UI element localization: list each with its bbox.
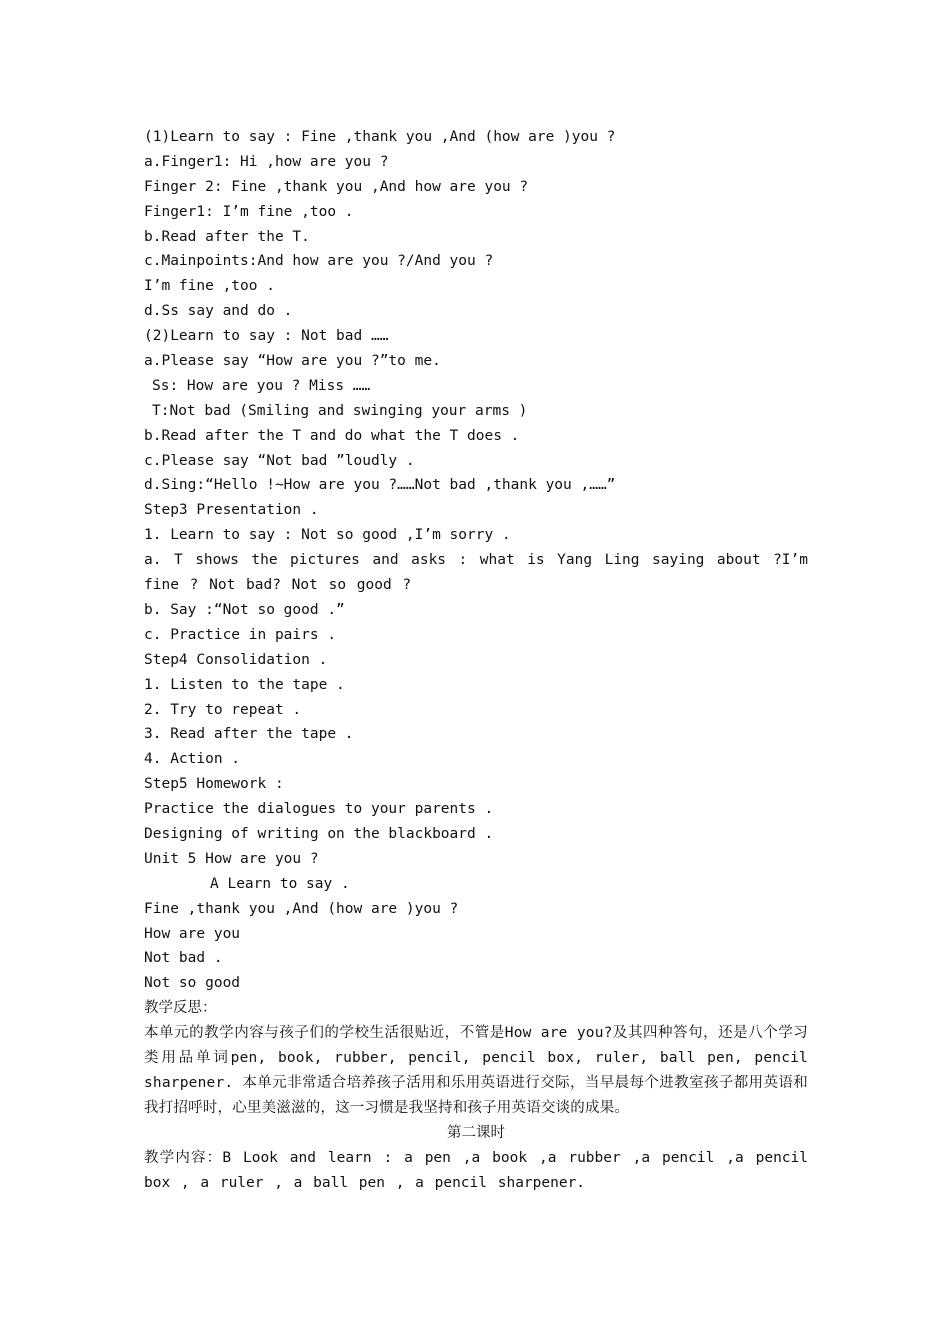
- text-line: a.Please say “How are you ?”to me.: [144, 353, 441, 370]
- section-title: 第二课时: [447, 1124, 505, 1141]
- text-line: Practice the dialogues to your parents .: [144, 801, 494, 818]
- text-line: Finger1: I’m fine ,too .: [144, 203, 354, 220]
- text-line: 4. Action .: [144, 751, 241, 768]
- text-line: 1. Listen to the tape .: [144, 676, 345, 693]
- board-title: Unit 5 How are you ?: [144, 850, 319, 867]
- text-line: Not bad .: [144, 950, 223, 967]
- text-line: I’m fine ,too .: [144, 278, 275, 295]
- step-heading: Step3 Presentation .: [144, 502, 319, 519]
- text-line: a.Finger1: Hi ,how are you ?: [144, 153, 389, 170]
- reflection-heading: 教学反思：: [144, 1000, 217, 1017]
- text-line: b. Say :“Not so good .”: [144, 601, 345, 618]
- step-heading: Step5 Homework :: [144, 776, 284, 793]
- text-line: d.Ss say and do .: [144, 303, 293, 320]
- text-line: c.Mainpoints:And how are you ?/And you ?: [144, 253, 494, 270]
- text-line: How are you: [144, 925, 241, 942]
- text-line: Ss: How are you ? Miss ……: [152, 377, 371, 394]
- teaching-content-paragraph: 教学内容：B Look and learn : a pen ,a book ,a rubber ,a pencil ,a pencil box , a ruler , a ball pen , a pencil sharpener.: [144, 1149, 808, 1191]
- text-line: T:Not bad (Smiling and swinging your arms ): [152, 402, 528, 419]
- text-paragraph: a. T shows the pictures and asks : what is Yang Ling saying about ?I’m fine ? Not bad? Not so good ?: [144, 552, 808, 594]
- text-line: (1)Learn to say : Fine ,thank you ,And (how are )you ?: [144, 129, 616, 145]
- text-line: c.Please say “Not bad ”loudly .: [144, 452, 415, 469]
- reflection-paragraph: 本单元的教学内容与孩子们的学校生活很贴近，不管是How are you?及其四种答句，还是八个学习类用品单词pen, book, rubber, pencil, pencil box, ruler, ball pen, pencil sharpener. 本单元非常适合培养孩子活用和乐用英语进行交际，当早晨每个进教室孩子都用英语和我打招呼时，心里美滋滋的，这一习惯是我坚持和孩子用英语交谈的成果。: [144, 1025, 808, 1116]
- text-line: Not so good: [144, 975, 241, 992]
- text-line: (2)Learn to say : Not bad ……: [144, 328, 389, 345]
- text-line: b.Read after the T and do what the T does .: [144, 427, 520, 444]
- text-line: Finger 2: Fine ,thank you ,And how are you ?: [144, 178, 529, 195]
- text-line: d.Sing:“Hello !~How are you ?……Not bad ,thank you ,……”: [144, 477, 616, 494]
- board-subtitle: A Learn to say .: [210, 875, 350, 892]
- text-line: 2. Try to repeat .: [144, 701, 302, 718]
- lesson-plan-body: [144, 125, 808, 1195]
- text-line: 3. Read after the tape .: [144, 726, 354, 743]
- text-line: b.Read after the T.: [144, 228, 310, 245]
- text-line: c. Practice in pairs .: [144, 626, 337, 643]
- text-line: 1. Learn to say : Not so good ,I’m sorry .: [144, 527, 511, 544]
- step-heading: Step4 Consolidation .: [144, 651, 328, 668]
- text-line: Fine ,thank you ,And (how are )you ?: [144, 900, 459, 917]
- text-line: Designing of writing on the blackboard .: [144, 825, 494, 842]
